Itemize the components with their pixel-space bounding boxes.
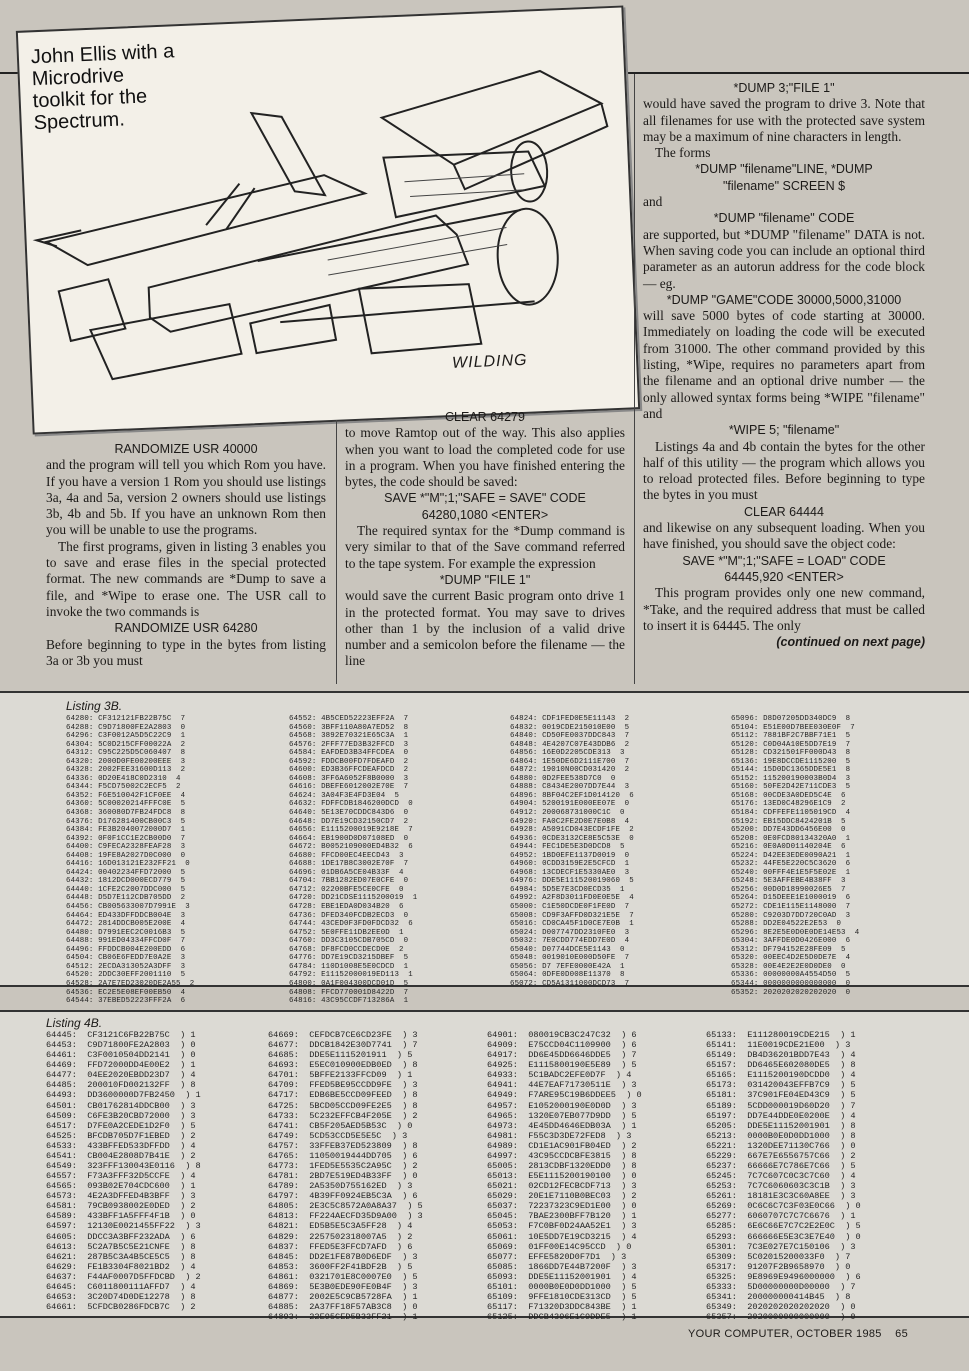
- listing-3b-column: 64280: CF312121FB22B75C 7 64288: C9D71800FE2A2803 0 64296: C3F0012A5D5C22C9 1 64304: 5C0D215CFF00022A 2 64312: C95C225D5C060407 8 64320: 2000D0FE00200EEE 3 64328: 2002FEE31600D113 2 64336: 0D20E418C0D2310 4 64344: F5CD75002C2ECF5 2 64352: F6E510042F1CF0EE 4 64360: 5C00020214FFFC0E 5 64368: 360080D7FB24FDC8 8 64376: D176281400CB00C3 5 64384: FE3B2040072000D7 1 64392: 0F0F1CC1E2CB00D0 7 64400: C9FECA2328FEAF28 3 64408: 19FE8A2027D0C000 0 64416: 16D013121E232FF21 0 64424: 00402234FFD72000 5 64432: 1812DCD000ECD779 5 64440: 1CFE2C2007DDC000 5 64448: D5D7E112CDB705DD 2 64456: CB005633007D7991E 3 64464: ED433DFFDDCB004E 3 64472: 2814DDCB005E200E 4 64480: D7991EEC2C0016B3 5 64488: 991ED04334FFCD0F 7 64496: FFDDCB004E200EDD 6 64504: CB06E6FEDD7E0A2E 3 64512: 2ECDA313052A3DFF 3 64520: 2DDC30EFF2001110 5 64528: 2A7E7ED23020DE2A55 2 64536: EC2E5E08EF00EB50 4 64544: 37EBED52223FFF2A 6: [66, 715, 195, 1006]
- body-paragraph: to move Ramtop out of the way. This also applies when you want to load the completed code for use in a program. When you have finished entering the bytes, the code should be saved:: [345, 425, 625, 490]
- code-line: RANDOMIZE USR 64280: [114, 621, 258, 636]
- body-paragraph: will save 5000 bytes of code starting at 30000. Immediately on loading the code will be executed from 31000. The other command provided by this listing, *Wipe, requires no parameters apart from the filename and an optional drive number — the only allowed syntax forms being *WIPE "filename" and: [643, 308, 925, 421]
- listing-3b-column: 64824: CDF1FED0E5E11143 2 64832: 0019CDE215010E00 5 64840: CD50FE0037DDC843 7 64848: 4E4207C07E43DDB6 2 64856: 16E0D2205CDE313 3 64864: 1E50DE6D2111E700 7 64872: 19010N00CD031420 2 64880: 0D2FEE538D7C0 0 64888: C8434E2007DD7E44 3 64896: 8BF04C2EF1D014120 6 64904: 5200191E000EE07E 0 64912: 200068731000C1C 0 64920: FA0C2FE2D0E7E0B8 4 64928: A5091CD043ECDF1FE 2 64936: 0CDE3132CE8E5C53E 0 64944: FEC1DE5E3D0DCD8 5 64952: 1BD0EFE1137D0019 0 64960: 0CDD3159E2E5CFCD 1 64968: 13CDECF1E5330AE0 3 64976: DDE5E111520019060 5 64984: 5D5E7E3CD0ECD35 1 64992: A2F8D3011FD0E0E5E 4 65000: C1E50DCDE0F1FE0D 7 65008: CD9F3AFFD0D321E5E 7 65016: CD0CA45F1D0CE7E0B 1 65024: D007747DD2310FE0 3 65032: 7E0CDD774EDD7E0D 4 65040: D07744DCE5E1143 0 65048: 0019010E000D50FE 7 65056: D7 7EFE0000E42A 1 65064: 0DFE0D008E11370 8 65072: CD5A1311000DCD73 7: [510, 715, 634, 988]
- body-paragraph: would save the current Basic program onto drive 1 in the protected format. You may save to drives other than 1 by the inclusion of a valid drive number and a semicolon before the filename — the line: [345, 588, 625, 669]
- listing-4b-column: 65133: E111280019CDE215 ) 1 65141: 11E0019CDE21E00 ) 3 65149: DB4D36201BDD7E43 ) 4 65157: DD6465E602080DE5 ) 8 65165: E1115200190DCDD0 ) 4 65173: 031420043EFFB7C9 ) 5 65181: 37C901FE04ED43C9 ) 5 65189: 5CDD000019D60D20 ) 7 65197: DD7E44DDE0E0200E ) 4 65205: DDE5E11152001901 ) 8 65213: 0000B0E0D0DD1000 ) 8 65221: 1320DEE71130C766 ) 0 65229: 667E7E6556757C66 ) 2 65237: 66666E7C786E7C66 ) 5 65245: 7C7C607C0C3C7C60 ) 4 65253: 7C7C6060603C3C1B ) 3 65261: 18181E3C3C60A8EE ) 3 65269: 0C6C6C7C3F03E0C66 ) 0 65277: 6060707C7C7C6676 ) 1 65285: 6E6C66E7C7C2E2E0C ) 5 65293: 666666E5E3C3E7E40 ) 0 65301: 7C3E027E7C150106 ) 3 65309: 5C02015200033F0 ) 7 65317: 91207F2B9658970 ) 0 65325: 9E8969E9496000000 ) 6 65333: 5D00000000D00000 ) 7 65341: 200000000414B45 ) 8 65349: 2020202020202020 ) 0 65357: 2020000000000000 ) 0: [706, 1030, 861, 1323]
- illustration-caption: [30, 38, 234, 134]
- body-paragraph: The first programs, given in listing 3 enables you to save and erase files in the special protected format. The new commands are *Dump to save a file, and *Wipe to erase one. The USR call to invoke the two commands is: [46, 538, 326, 619]
- page-footer: [688, 1328, 908, 1340]
- code-line: SAVE *"M";1;"SAFE = SAVE" CODE: [384, 491, 586, 506]
- caption-line: Microdrive: [31, 64, 125, 91]
- caption-line: John Ellis with a: [30, 40, 175, 69]
- body-paragraph: The required syntax for the *Dump command is very similar to that of the Save command referred to the tape system. For example the expression: [345, 523, 625, 571]
- listing-3b-column: 64552: 4B5CED52223EFF2A 7 64560: 3BFF110A80A7ED52 8 64568: 3892E70321E65C3A 1 64576: 2FFF77ED3B32FFCD 3 64584: EAFDED3B34FFCDEA 0 64592: FDDCB00FD7FDEAFD 2 64600: ED3B36FFCDEAFDCD 2 64608: 3FF6A6052F8B0000 3 64616: DBEFE6012002E70E 7 64624: 3A04F3E4FD3E04 5 64632: FDFFCDB1846200DCD 0 64640: 5E13E70CDDC843D6 0 64648: DD7E19CD32150CD7 2 64656: E1115200019E9218E 7 64664: EB1900D0D07108ED 0 64672: B0052109000ED4B32 6 64680: FFCD00EC4EECD43 3 64688: 1DE17B8C3002E70F 7 64696: 01DB6A5CE04B33F 4 64704: 7BB1282ED07E0CFE 0 64712: 02200BFE5CE0CFE 0 64720: DD21CDSE1115200019 1 64728: EBE1EDA0D034B20 6 64736: DFED340FCDB2ECD3 0 64744: 43CED0F3FD0FDCD32 6 64752: 5E0FFE11DB2EE0D 1 64760: DD3C3105CDB705CD 0 64768: DF8FCD0CCDECD0E 2 64776: DD7E19CD3215DBEF 5 64784: 110D1008E5E0CDCD 1 64792: E11152000019ED113 1 64800: 0A1F004300DCD01D 5 64808: FFCD770001D8422D 7 64816: 43C95CCDF713286A 1: [289, 715, 418, 1006]
- listing-3b-panel: [0, 691, 969, 1006]
- code-line: CLEAR 64279: [445, 410, 525, 424]
- listing-4b-column: 64669: CEFDCB7CE6CD23FE ) 3 64677: DDCB1842E30D7741 ) 7 64685: DDE5E1115201911 ) 5 64693: E5EC010900EDB0ED ) 8 64701: 5BFFE2133FFCD09 ) 1 64709: FFED5BE95CCDD9FE ) 3 64717: EDB6BE5CCD09FEED ) 8 64725: 5BCD05CCD09FE2E5 ) 8 64733: 5C232EFFCB4F205E ) 2 64741: CB5F205AED5B53C ) 0 64749: 5CD53CCD5E5E5C ) 3 64757: 33FFEB37ED523809 ) 8 64765: 11050019444DD705 ) 6 64773: 1FED5E5535C2A95C ) 2 64781: 2BD7E519ED4B33FF ) 0 64789: 2A5350D755162ED ) 3 64797: 4B39FF0924EB5C3A ) 6 64805: 2E3C5C8572A0A8A37 ) 5 64813: FF224AECFD35D9A00 ) 3 64821: ED5B5E5C3A5FF28 ) 4 64829: 2257502318007A5 ) 2 64837: FFED5E3FFCD7AFD ) 6 64845: DD2E1FE87B0D6EDF ) 3 64853: 3600FF2F41BDF2B ) 5 64861: 0321701E8C0007E0 ) 5 64869: 5E3B0EDE90FE0B4F ) 3 64877: 2002E5C9CB5728FA ) 1 64885: 2A37FF18F57AB3C8 ) 0 64893: 22E95CED5B33FF21 ) 1: [268, 1030, 423, 1323]
- listing-4b-title: Listing 4B.: [46, 1016, 103, 1030]
- code-line: *WIPE 5; "filename": [728, 423, 840, 438]
- code-line: 64445,920 <ENTER>: [724, 569, 844, 584]
- listing-4b-column: 64901: 080019CB3C247C32 ) 6 64909: E75CCD04C1109900 ) 6 64917: DD6E45DD6646DDE5 ) 7 64925: E1115800190E5E89 ) 5 64933: 5C1BADC2EFE0D7F ) 4 64941: 44E7EAF71730511E ) 3 64949: F7ARE95C19B6DDEE5 ) 0 64957: E1052000190E0D0D ) 3 64965: 1320E07EB077D9DD ) 5 64973: 4E45DD4646EDB03A ) 1 64981: F55C3D3DE72FED8 ) 3 64989: CD1E1AC901FB04ED ) 2 64997: 43C95CCDCBFE3815 ) 8 65005: 2813CDBF1320EDD0 ) 8 65013: E5E1115200190100 ) 0 65021: 02CD12FECBCDF713 ) 3 65029: 20E1E7110B0BEC03 ) 2 65037: 72237323C9ED1E00 ) 0 65045: 7BAE2300BFF7B120 ) 1 65053: F7C0BF0D24AA52E1 ) 3 65061: 10E5DD7E19CD3215 ) 4 65069: 01FF00E14C95CCD ) 0 65077: EFFE5820D0F7D1 ) 3 65085: 1866DD7E44B7200F ) 3 65093: DDE5E11152001901 ) 4 65101: 0000B0E0D0DD1000 ) 5 65109: 9FFE1810CDE313CD ) 5 65117: F71320D3DDC843BE ) 1 65125: DDCB4396E1C9DDE5 ) 1: [487, 1030, 642, 1323]
- code-line: CLEAR 64444: [744, 504, 824, 519]
- code-line: *DUMP "filename"LINE, *DUMP: [695, 162, 873, 177]
- body-paragraph: are supported, but *DUMP "filename" DATA is not. When saving code you can include an optional third parameter as an autorun address for the code block — eg.: [643, 226, 925, 291]
- code-line: SAVE *"M";1;"SAFE = LOAD" CODE: [682, 553, 886, 568]
- body-paragraph: and likewise on any subsequent loading. When you have finished, you should save the object code:: [643, 520, 925, 552]
- artist-signature: WILDING: [451, 351, 528, 372]
- code-line: *DUMP "FILE 1": [439, 572, 531, 587]
- listing-4b-panel: [0, 1010, 969, 1323]
- listing-3b-title: Listing 3B.: [66, 699, 123, 713]
- listing-3b-column: 65096: D8D07205DD340DC9 8 65104: E51E00D7BEE030E0F 7 65112: 7881BF2C7BBF71E1 5 65120: C0D04A10E5DD7E19 7 65128: CD321501FF000D43 8 65136: 19E8DCCDE1115200 5 65144: 15D0DC1365DDE5E1 8 65152: 115200190003B0D4 3 65160: 50FE2D42E711CDE3 5 65168: 00CDE3A0DED5C4E 6 65176: 13ED0C48296E1C9 2 65184: CDFFEFE1105019CD 4 65192: EB15DDC8424201B 5 65200: DD7E43DD6456E00 0 65208: 0E0FCD80134320A0 1 65216: 0E0A0D01140204E 6 65224: D42EE3EDE0090A21 1 65232: 44FE5E220C5C3620 6 65240: 00FFF4E1E5F5E02E 1 65248: 5E3AFFEBE4B38FF 3 65256: 00D0D18990026E5 7 65264: D15DEEE1E1000019 6 65272: CDE1E115E1148000 7 65280: C9203D7DD720C0AD 3 65288: DD2E04522E2E53 0 65296: 8E2E5E0D0E0DE14E53 4 65304: 3AFFDE0D0426E000 6 65312: DF794152E28FE09 5 65320: 00EEC4D2E5D0DE7E 4 65328: 00E4E2E2E0D0DE0 0 65336: 00000000A4554D50 5 65344: 0000000000000000 0 65352: 2020202020202020 0: [731, 715, 860, 997]
- code-line: 64280,1080 <ENTER>: [421, 507, 549, 522]
- article-column-2: [345, 409, 625, 670]
- body-paragraph: Before beginning to type in the bytes from listing 3a or 3b you must: [46, 636, 326, 668]
- magazine-issue: YOUR COMPUTER, OCTOBER 1985: [688, 1328, 882, 1340]
- caption-line: toolkit for the: [32, 85, 148, 113]
- body-paragraph: The forms: [655, 145, 711, 161]
- code-line: *DUMP "filename" CODE: [713, 211, 855, 226]
- body-paragraph: and: [643, 194, 663, 210]
- continued-note: (continued on next page): [776, 635, 925, 650]
- illustration: [16, 5, 640, 434]
- article-column-3: [643, 80, 925, 650]
- code-line: *DUMP "GAME"CODE 30000,5000,31000: [666, 292, 902, 307]
- code-line: RANDOMIZE USR 40000: [114, 442, 258, 456]
- column-rule: [634, 74, 635, 684]
- column-rule: [336, 420, 337, 684]
- body-paragraph: and the program will tell you which Rom you have. If you have a version 1 Rom you should use listings 3a, 4a and 5a, version 2 owners should use listings 3b, 4b and 5b. If you have an unknown Rom then you will be unable to use the programs.: [46, 457, 326, 538]
- code-line: "filename" SCREEN $: [722, 178, 846, 193]
- body-paragraph: Listings 4a and 4b contain the bytes for the other half of this utility — the program which allows you to reload protected files. Before beginning to type the bytes in you must: [643, 438, 925, 503]
- page-number: 65: [895, 1328, 908, 1340]
- body-paragraph: This program provides only one new command, *Take, and the required address that must be called to insert it is 64445. The only: [643, 585, 925, 633]
- article-column-1: [46, 441, 326, 669]
- listing-4b-column: 64445: CF3121C6FB22B75C ) 1 64453: C9D71800FE2A2803 ) 0 64461: C3F0010504DD2141 ) 0 64469: FFD72000DD4E00E2 ) 1 64477: 04EE2020EBDD23D7 ) 4 64485: 200010FD002132FF ) 8 64493: DD3600000D7FB2450 ) 1 64501: CB01762814DDCB00 ) 3 64509: C6FE3B20CBD72000 ) 3 64517: D7FE0A2CEDE1D2F0 ) 5 64525: BFCDB705D7F1EBED ) 2 64533: 433BFFED533DFFDD ) 4 64541: CB004E2808D7B41E ) 2 64549: 323FFF130043E0116 ) 8 64557: F73A3FFF32D5CCFE ) 4 64565: 093B02E704CDC600 ) 1 64573: 4E2A3DFFED4B3BFF ) 3 64581: 79CB0938002E0DED ) 2 64589: 433BFF1A5FFF4F1B ) 0 64597: 12130E0021455FF22 ) 3 64605: DDCC3A3BFF232ADA ) 6 64613: 5C2A7B5C5E21CNFE ) 8 64621: 287B5C3A4B5CE5C5 ) 8 64629: FE1B3304F8021BD2 ) 4 64637: F44AF0007D5FFDCBD ) 2 64645: C6011800111AFFD7 ) 4 64653: 3C20D74D0DE12278 ) 8 64661: 5CFDCB0286FDCB7C ) 2: [46, 1030, 201, 1313]
- body-paragraph: would have saved the program to drive 3. Note that all filenames for use with the protected save system may be a maximum of nine characters in length.: [643, 96, 925, 144]
- code-line: *DUMP 3;"FILE 1": [733, 81, 835, 95]
- caption-line: Spectrum.: [33, 108, 126, 135]
